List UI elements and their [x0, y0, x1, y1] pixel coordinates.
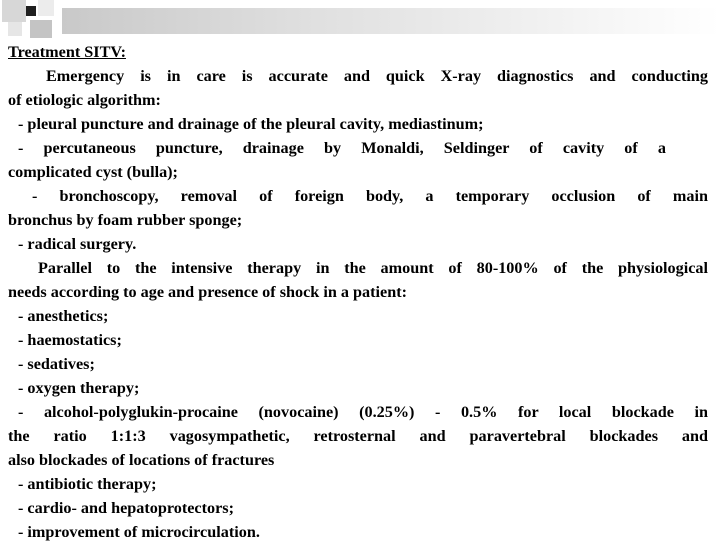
- decor-square: [30, 20, 52, 38]
- list-item: - haemostatics;: [18, 331, 122, 349]
- text-line: bronchus by foam rubber sponge;: [8, 211, 243, 229]
- decor-square: [26, 6, 36, 16]
- list-item: - cardio- and hepatoprotectors;: [18, 499, 234, 517]
- list-item: - oxygen therapy;: [18, 379, 140, 397]
- header-decoration: [0, 0, 720, 40]
- list-item: - sedatives;: [18, 355, 95, 373]
- list-item: - bronchoscopy, removal of foreign body, a temporary occlusion of main: [32, 187, 708, 205]
- text-line: needs according to age and presence of shock in a patient:: [8, 283, 407, 301]
- decor-square: [8, 22, 22, 36]
- list-item: - antibiotic therapy;: [18, 475, 157, 493]
- text-line: the ratio 1:1:3 vagosympathetic, retrosternal and paravertebral blockades and: [8, 427, 708, 445]
- document-title: Treatment SITV:: [8, 43, 126, 61]
- list-item: - alcohol-polyglukin-procaine (novocaine) (0.25%) - 0.5% for local blockade in: [18, 403, 708, 421]
- text-line: complicated cyst (bulla);: [8, 163, 178, 181]
- list-item: - radical surgery.: [18, 235, 137, 253]
- decor-gradient-bar: [62, 8, 720, 34]
- list-item: - anesthetics;: [18, 307, 109, 325]
- document-body: [8, 40, 708, 544]
- text-line: Parallel to the intensive therapy in the amount of 80-100% of the physiological: [38, 259, 708, 277]
- decor-square: [2, 0, 26, 22]
- list-item: - pleural puncture and drainage of the pleural cavity, mediastinum;: [18, 115, 484, 133]
- list-item: - improvement of microcirculation.: [18, 523, 260, 541]
- text-line: Emergency is in care is accurate and quick X-ray diagnostics and conducting: [46, 67, 708, 85]
- text-line: of etiologic algorithm:: [8, 91, 161, 109]
- text-line: also blockades of locations of fractures: [8, 451, 275, 469]
- list-item: - percutaneous puncture, drainage by Monaldi, Seldinger of cavity of a: [18, 139, 666, 157]
- decor-square: [38, 0, 54, 16]
